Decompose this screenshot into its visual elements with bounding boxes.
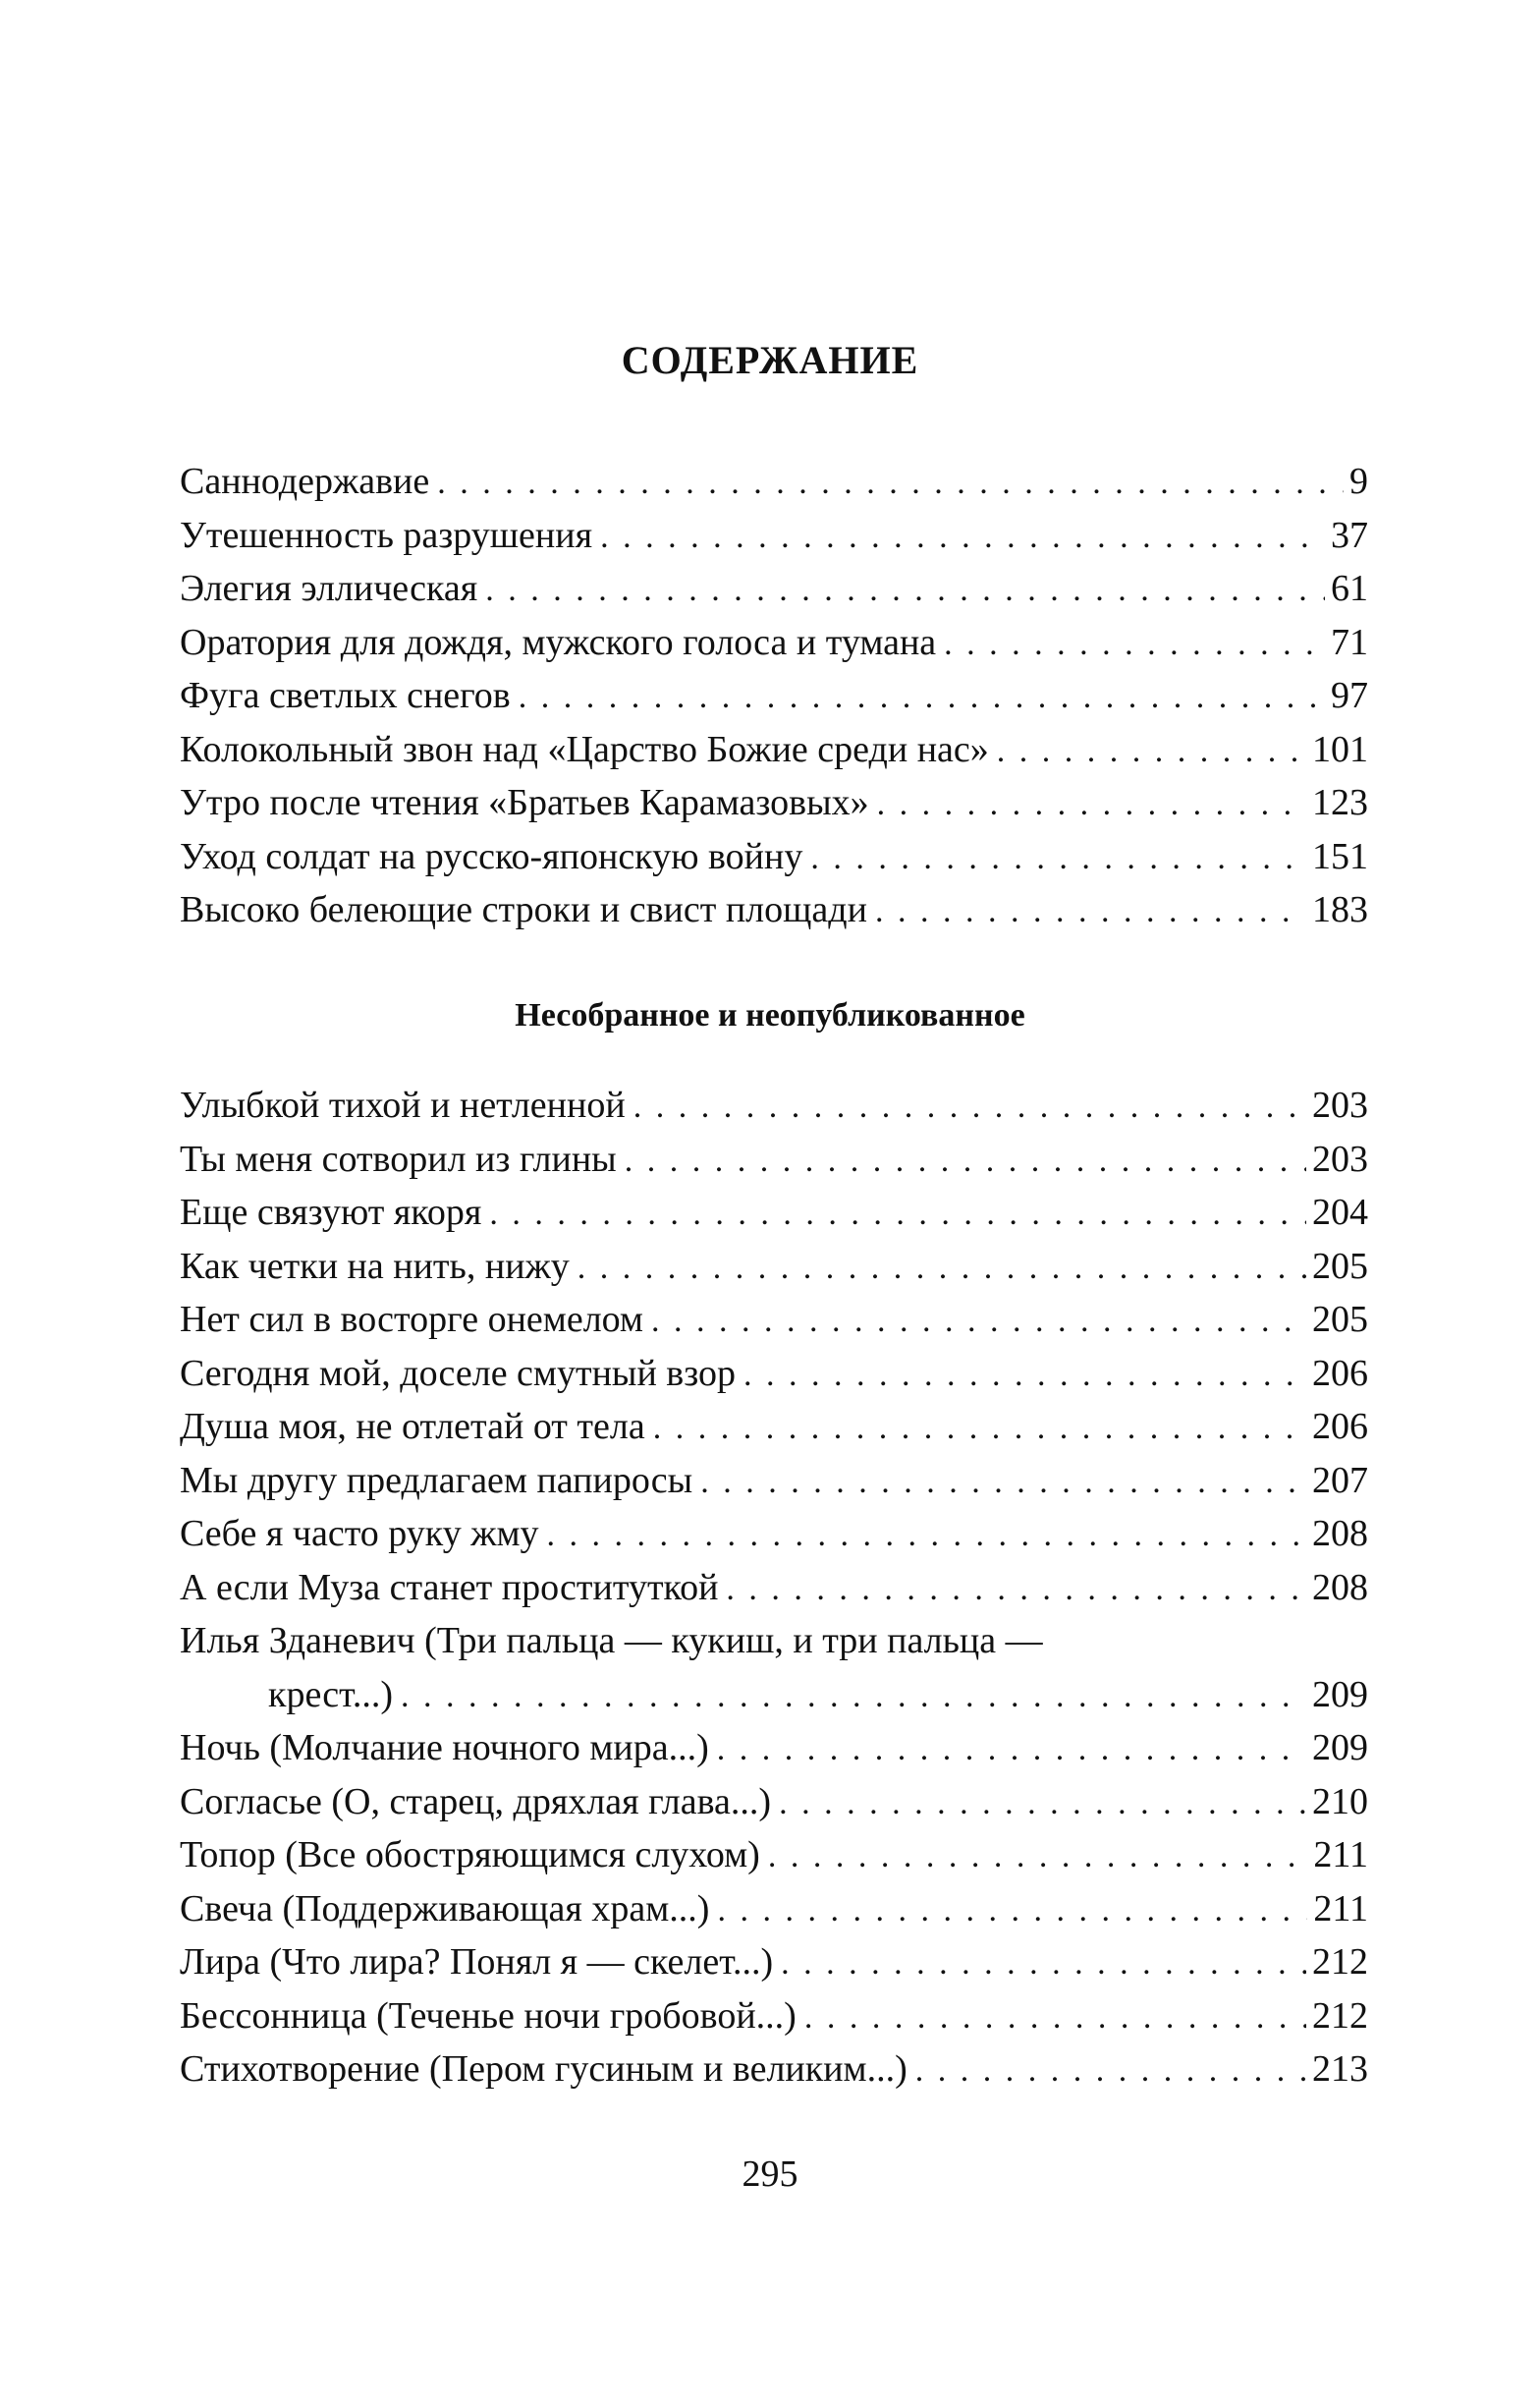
leader-dots xyxy=(877,778,1306,832)
page-number: 295 xyxy=(742,2153,798,2195)
leader-dots xyxy=(779,1777,1306,1831)
leader-dots xyxy=(489,1188,1306,1242)
toc-entry xyxy=(180,830,1368,884)
toc-entry-page: 211 xyxy=(1313,1834,1368,1875)
toc-entry xyxy=(180,1721,1368,1775)
leader-dots xyxy=(804,1991,1306,2045)
leader-dots xyxy=(437,457,1344,511)
toc-entry-page: 183 xyxy=(1312,889,1368,930)
toc-entry-page: 97 xyxy=(1331,675,1368,716)
toc-entry-title: Ночь (Молчание ночного мира...) xyxy=(180,1727,709,1768)
toc-entry-page: 101 xyxy=(1312,728,1368,770)
leader-dots xyxy=(633,1081,1306,1135)
toc-entry-title: Стихотворение (Пером гусиным и великим...) xyxy=(180,2048,908,2090)
leader-dots xyxy=(944,618,1325,672)
leader-dots xyxy=(743,1349,1306,1403)
toc-entry-page: 151 xyxy=(1312,835,1368,877)
toc-entry-page: 210 xyxy=(1312,1780,1368,1822)
leader-dots xyxy=(768,1830,1308,1884)
toc-entry-page: 205 xyxy=(1312,1299,1368,1340)
toc-entry-title: Утро после чтения «Братьев Карамазовых» xyxy=(180,782,869,823)
toc-entry-page: 71 xyxy=(1331,621,1368,663)
toc-entry xyxy=(180,669,1368,723)
leader-dots xyxy=(401,1670,1306,1724)
leader-dots xyxy=(625,1135,1306,1189)
leader-dots xyxy=(651,1295,1306,1349)
toc-entry xyxy=(180,562,1368,616)
toc-entry-page: 208 xyxy=(1312,1566,1368,1608)
toc-entry-title: Саннодержавие xyxy=(180,461,430,502)
toc-entry xyxy=(180,1507,1368,1561)
toc-entry xyxy=(180,1293,1368,1347)
toc-entry-title: Топор (Все обостряющимся слухом) xyxy=(180,1834,760,1875)
toc-entry xyxy=(180,776,1368,830)
toc-section-list xyxy=(180,1079,1368,2097)
toc-entry-title: Оратория для дождя, мужского голоса и тумана xyxy=(180,621,937,663)
toc-entry-title: А если Муза станет проституткой xyxy=(180,1566,719,1608)
toc-entry-title: Элегия эллическая xyxy=(180,568,478,609)
toc-entry xyxy=(180,1454,1368,1508)
toc-entry-page: 212 xyxy=(1312,1941,1368,1983)
toc-entry-page: 205 xyxy=(1312,1245,1368,1287)
leader-dots xyxy=(915,2044,1306,2098)
toc-entry xyxy=(180,1561,1368,1615)
toc-entry xyxy=(180,509,1368,563)
leader-dots xyxy=(600,511,1325,565)
toc-entry-page: 9 xyxy=(1349,461,1368,502)
leader-dots xyxy=(717,1723,1306,1777)
toc-entry-page: 212 xyxy=(1312,1994,1368,2037)
toc-entry-title: Илья Зданевич (Три пальца — кукиш, и три пальца — xyxy=(180,1620,1043,1661)
toc-entry xyxy=(180,1347,1368,1401)
toc-entry xyxy=(180,723,1368,777)
toc-entry-title: Высоко белеющие строки и свист площади xyxy=(180,889,867,930)
toc-entry-title: Фуга светлых снегов xyxy=(180,675,511,716)
leader-dots xyxy=(547,1509,1306,1563)
toc-entry-page: 213 xyxy=(1312,2048,1368,2090)
toc-entry xyxy=(180,883,1368,937)
leader-dots xyxy=(519,671,1325,725)
toc-entry xyxy=(180,1989,1368,2043)
toc-entry xyxy=(180,1240,1368,1294)
toc-entry xyxy=(180,1186,1368,1240)
toc-entry xyxy=(180,455,1368,509)
toc-entry-page: 123 xyxy=(1312,782,1368,823)
toc-entry xyxy=(180,1935,1368,1989)
toc-entry-page: 204 xyxy=(1312,1192,1368,1233)
toc-entry-title: Улыбкой тихой и нетленной xyxy=(180,1085,626,1126)
toc-entry-page: 209 xyxy=(1312,1727,1368,1768)
leader-dots xyxy=(997,725,1306,779)
toc-entry xyxy=(180,1133,1368,1187)
toc-entry-first-line xyxy=(180,1614,1368,1668)
toc-entry xyxy=(180,1882,1368,1936)
toc-entry xyxy=(180,616,1368,670)
toc-entry-title-continued: крест...) xyxy=(268,1673,394,1715)
toc-entry-title: Сегодня мой, доселе смутный взор xyxy=(180,1352,737,1394)
toc-main-list xyxy=(180,455,1368,937)
toc-entry-title: Свеча (Поддерживающая храм...) xyxy=(180,1887,710,1929)
toc-entry xyxy=(180,1775,1368,1829)
leader-dots xyxy=(726,1563,1306,1617)
toc-entry-title: Колокольный звон над «Царство Божие среди нас» xyxy=(180,728,989,770)
toc-entry xyxy=(180,1400,1368,1454)
toc-entry xyxy=(180,1828,1368,1882)
toc-entry-page: 208 xyxy=(1312,1513,1368,1554)
toc-entry-page: 209 xyxy=(1312,1673,1368,1715)
leader-dots xyxy=(810,832,1306,886)
leader-dots xyxy=(485,564,1325,618)
leader-dots xyxy=(578,1242,1306,1296)
toc-entry-page: 206 xyxy=(1312,1352,1368,1394)
toc-entry-title: Бессонница (Теченье ночи гробовой...) xyxy=(180,1994,797,2037)
toc-entry-continuation xyxy=(180,1668,1368,1722)
toc-entry-title: Себе я часто руку жму xyxy=(180,1513,539,1554)
toc-entry-page: 203 xyxy=(1312,1138,1368,1180)
toc-entry xyxy=(180,2042,1368,2097)
toc-entry-title: Еще связуют якоря xyxy=(180,1192,482,1233)
leader-dots xyxy=(653,1402,1306,1456)
toc-entry-title: Ты меня сотворил из глины xyxy=(180,1138,617,1180)
leader-dots xyxy=(717,1884,1307,1938)
toc-entry-title: Лира (Что лира? Понял я — скелет...) xyxy=(180,1941,774,1983)
toc-entry-title: Душа моя, не отлетай от тела xyxy=(180,1406,645,1447)
toc-entry xyxy=(180,1079,1368,1133)
toc-entry-page: 203 xyxy=(1312,1085,1368,1126)
toc-entry-title: Как четки на нить, нижу xyxy=(180,1245,570,1287)
toc-entry-page: 206 xyxy=(1312,1406,1368,1447)
toc-entry-page: 37 xyxy=(1331,514,1368,556)
toc-entry-title: Утешенность разрушения xyxy=(180,514,593,556)
leader-dots xyxy=(875,885,1306,939)
toc-entry-page: 61 xyxy=(1331,568,1368,609)
toc-entry-title: Нет сил в восторге онемелом xyxy=(180,1299,643,1340)
leader-dots xyxy=(781,1937,1306,1991)
page-title: СОДЕРЖАНИЕ xyxy=(621,338,919,382)
toc-entry-page: 211 xyxy=(1313,1887,1368,1929)
toc-entry-title: Мы другу предлагаем папиросы xyxy=(180,1459,693,1501)
toc-entry-title: Согласье (О, старец, дряхлая глава...) xyxy=(180,1780,772,1822)
leader-dots xyxy=(700,1456,1306,1510)
toc-entry-title: Уход солдат на русско-японскую войну xyxy=(180,835,803,877)
section-heading: Несобранное и неопубликованное xyxy=(515,997,1025,1034)
toc-entry-page: 207 xyxy=(1312,1459,1368,1501)
